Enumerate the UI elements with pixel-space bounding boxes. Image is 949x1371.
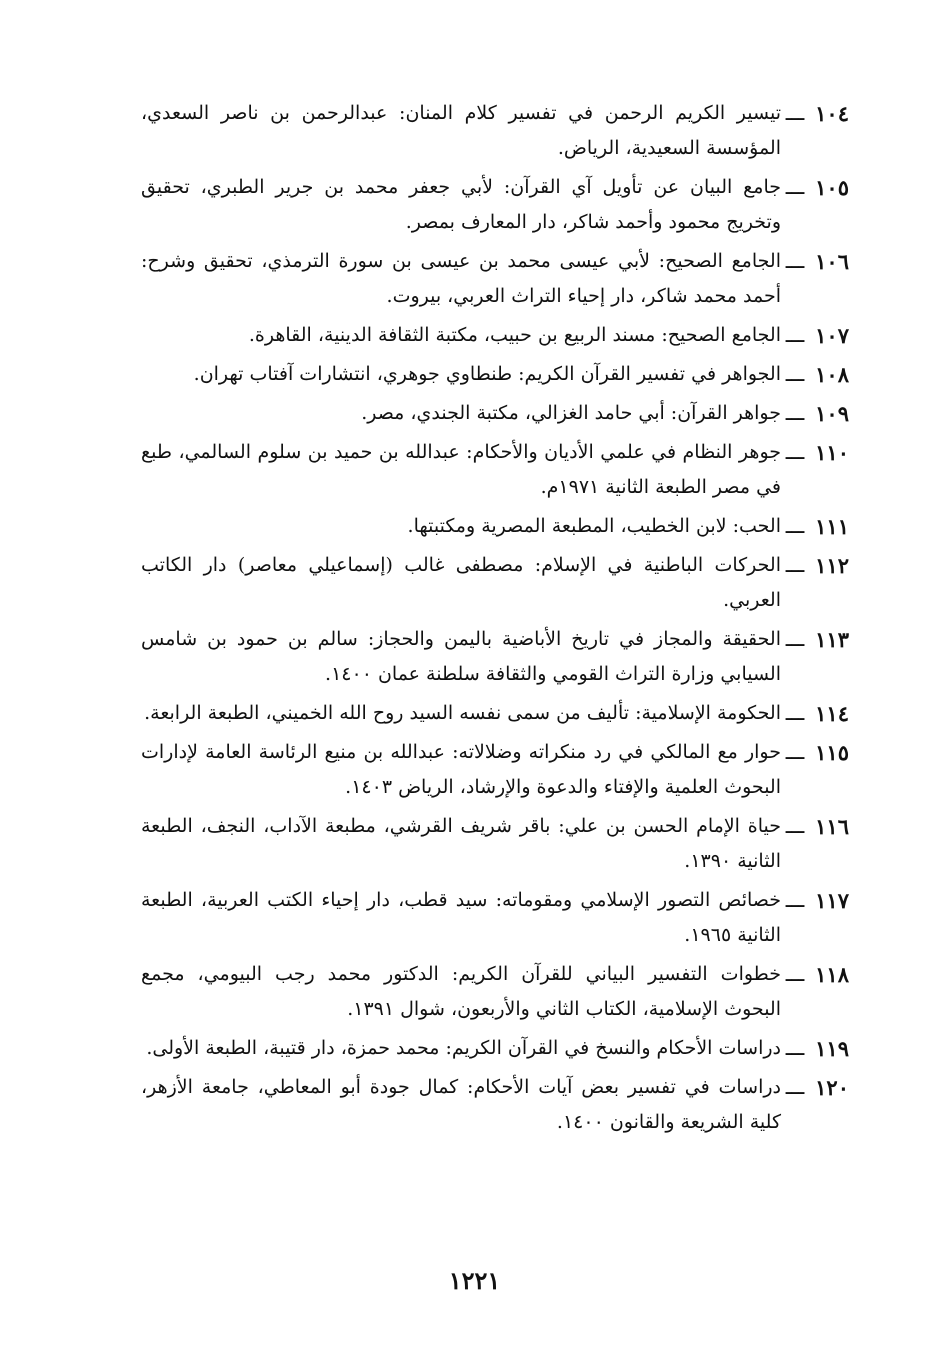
entry-dash: ـــ	[785, 814, 805, 838]
bibliography-entry	[141, 435, 849, 505]
entry-number: ١٠٦	[815, 249, 849, 274]
entry-text: دراسات في تفسير بعض آيات الأحكام: كمال جودة أبو المعاطي، جامعة الأزهر، كلية الشريعة والقانون ١٤٠٠.	[141, 1076, 781, 1133]
entry-dash: ـــ	[785, 740, 805, 764]
bibliography-entry	[141, 735, 849, 805]
page-number: ١٢٢١	[448, 1266, 501, 1295]
entry-text: الحقيقة والمجاز في تاريخ الأباضية باليمن والحجاز: سالم بن حمود بن شامس السيابي وزارة التراث القومي والثقافة سلطنة عمان ١٤٠٠.	[141, 628, 781, 685]
entry-text: حوار مع المالكي في رد منكراته وضلالاته: عبدالله بن منيع الرئاسة العامة لإدارات البحوث العلمية والإفتاء والدعوة والإرشاد، الرياض ١٤٠٣.	[141, 741, 781, 798]
bibliography-entry	[141, 357, 849, 392]
entry-number: ١١٣	[815, 627, 849, 652]
entry-dash: ـــ	[785, 962, 805, 986]
entry-number: ١٢٠	[815, 1075, 849, 1100]
entry-dash: ـــ	[785, 101, 805, 125]
entry-text: تيسير الكريم الرحمن في تفسير كلام المنان: عبدالرحمن بن ناصر السعدي، المؤسسة السعيدية، الرياض.	[141, 102, 781, 159]
entry-text: خصائص التصور الإسلامي ومقوماته: سيد قطب، دار إحياء الكتب العربية، الطبعة الثانية ١٩٦٥.	[141, 889, 781, 946]
entry-number: ١١٤	[815, 701, 849, 726]
entry-text: الجامع الصحيح: لأبي عيسى محمد بن عيسى بن سورة الترمذي، تحقيق وشرح: أحمد محمد شاكر، دار إحياء التراث العربي، بيروت.	[141, 250, 781, 307]
entry-dash: ـــ	[785, 249, 805, 273]
entry-dash: ـــ	[785, 888, 805, 912]
entry-number: ١١٦	[815, 814, 849, 839]
bibliography-entry	[141, 318, 849, 353]
entry-number: ١٠٤	[815, 101, 849, 126]
entry-number: ١١٨	[815, 962, 849, 987]
entry-text: الجامع الصحيح: مسند الربيع بن حبيب، مكتبة الثقافة الدينية، القاهرة.	[248, 324, 781, 346]
entry-dash: ـــ	[785, 514, 805, 538]
entry-number: ١١٥	[815, 740, 849, 765]
entry-text: جواهر القرآن: أبي حامد الغزالي، مكتبة الجندي، مصر.	[361, 402, 781, 424]
entry-dash: ـــ	[785, 701, 805, 725]
bibliography-entry	[141, 1031, 849, 1066]
bibliography-entry	[141, 548, 849, 618]
entry-text: حياة الإمام الحسن بن علي: باقر شريف القرشي، مطبعة الآداب، النجف، الطبعة الثانية ١٣٩٠.	[141, 815, 781, 872]
entry-text: جوهر النظام في علمي الأديان والأحكام: عبدالله بن حميد بن سلوم السالمي، طبع في مصر الطبعة الثانية ١٩٧١م.	[141, 441, 781, 498]
entry-number: ١١٧	[815, 888, 849, 913]
entry-dash: ـــ	[785, 627, 805, 651]
entry-dash: ـــ	[785, 175, 805, 199]
bibliography-entry	[141, 957, 849, 1027]
bibliography-entry	[141, 1070, 849, 1140]
entry-dash: ـــ	[785, 553, 805, 577]
entry-number: ١٠٧	[815, 323, 849, 348]
bibliography-entry	[141, 809, 849, 879]
entry-number: ١١٢	[815, 553, 849, 578]
bibliography-entry	[141, 170, 849, 240]
bibliography-list	[141, 96, 849, 1144]
entry-text: خطوات التفسير البياني للقرآن الكريم: الدكتور محمد رجب البيومي، مجمع البحوث الإسلامية، الكتاب الثاني والأربعون، شوال ١٣٩١.	[141, 963, 781, 1020]
entry-number: ١٠٥	[815, 175, 849, 200]
entry-dash: ـــ	[785, 440, 805, 464]
bibliography-entry	[141, 696, 849, 731]
bibliography-entry	[141, 96, 849, 166]
entry-dash: ـــ	[785, 362, 805, 386]
entry-dash: ـــ	[785, 323, 805, 347]
entry-number: ١٠٨	[815, 362, 849, 387]
entry-text: الجواهر في تفسير القرآن الكريم: طنطاوي جوهري، انتشارات آفتاب تهران.	[193, 363, 781, 385]
entry-text: الحكومة الإسلامية: تأليف من سمى نفسه السيد روح الله الخميني، الطبعة الرابعة.	[144, 702, 781, 724]
entry-dash: ـــ	[785, 1036, 805, 1060]
entry-number: ١١٠	[815, 440, 849, 465]
entry-number: ١١١	[815, 514, 849, 539]
entry-text: دراسات الأحكام والنسخ في القرآن الكريم: محمد حمزة، دار قتيبة، الطبعة الأولى.	[146, 1037, 781, 1059]
bibliography-entry	[141, 622, 849, 692]
entry-number: ١٠٩	[815, 401, 849, 426]
bibliography-entry	[141, 883, 849, 953]
entry-text: الحركات الباطنية في الإسلام: مصطفى غالب (إسماعيلي معاصر) دار الكاتب العربي.	[141, 554, 781, 611]
entry-text: الحب: لابن الخطيب، المطبعة المصرية ومكتبتها.	[407, 515, 781, 537]
entry-dash: ـــ	[785, 1075, 805, 1099]
entry-dash: ـــ	[785, 401, 805, 425]
entry-number: ١١٩	[815, 1036, 849, 1061]
entry-text: جامع البيان عن تأويل آي القرآن: لأبي جعفر محمد بن جرير الطبري، تحقيق وتخريج محمود وأحمد شاكر، دار المعارف بمصر.	[141, 176, 781, 233]
bibliography-entry	[141, 509, 849, 544]
bibliography-entry	[141, 244, 849, 314]
bibliography-entry	[141, 396, 849, 431]
